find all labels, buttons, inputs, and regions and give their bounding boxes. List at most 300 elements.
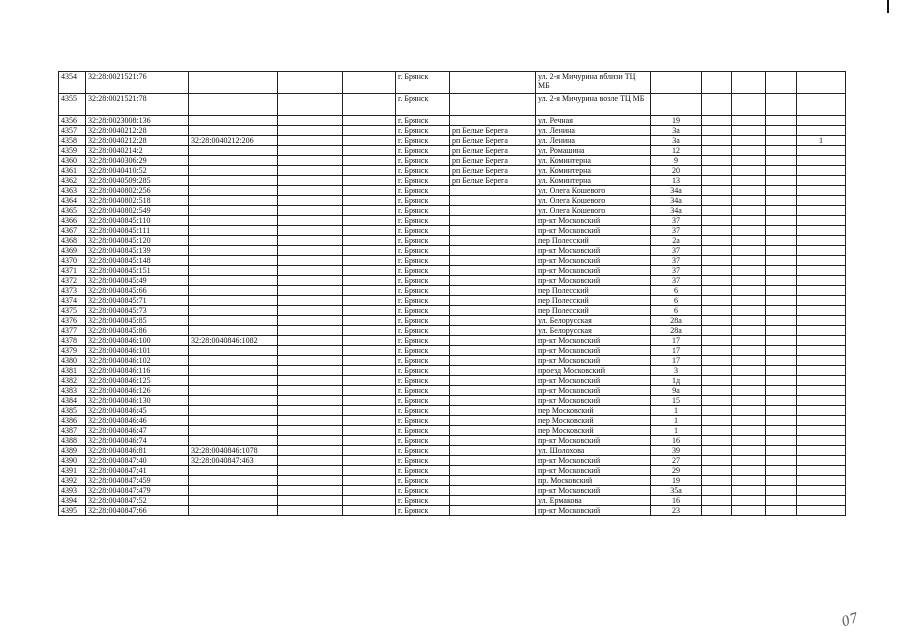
empty-cell bbox=[343, 346, 396, 356]
row-number: 4387 bbox=[59, 426, 86, 436]
table-row bbox=[59, 316, 846, 326]
extra-value bbox=[797, 316, 846, 326]
extra-value bbox=[797, 346, 846, 356]
row-number: 4364 bbox=[59, 196, 86, 206]
cadastral-number: 32:28:0040846:130 bbox=[86, 396, 189, 406]
table-row bbox=[59, 246, 846, 256]
empty-cell bbox=[732, 436, 766, 446]
empty-cell bbox=[278, 246, 343, 256]
house-number bbox=[651, 94, 702, 116]
empty-cell bbox=[732, 226, 766, 236]
table-row bbox=[59, 166, 846, 176]
empty-cell bbox=[278, 216, 343, 226]
settlement bbox=[450, 276, 536, 286]
empty-cell bbox=[702, 236, 732, 246]
parent-cadastral-number bbox=[189, 226, 278, 236]
empty-cell bbox=[702, 506, 732, 516]
empty-cell bbox=[702, 306, 732, 316]
extra-value bbox=[797, 116, 846, 126]
empty-cell bbox=[343, 216, 396, 226]
extra-value bbox=[797, 446, 846, 456]
house-number: 39 bbox=[651, 446, 702, 456]
empty-cell bbox=[766, 72, 797, 94]
settlement bbox=[450, 346, 536, 356]
city: г. Брянск bbox=[396, 366, 450, 376]
empty-cell bbox=[702, 426, 732, 436]
table-row bbox=[59, 226, 846, 236]
house-number bbox=[651, 72, 702, 94]
settlement bbox=[450, 94, 536, 116]
empty-cell bbox=[702, 496, 732, 506]
house-number: 29 bbox=[651, 466, 702, 476]
city: г. Брянск bbox=[396, 226, 450, 236]
empty-cell bbox=[702, 386, 732, 396]
cadastral-number: 32:28:0040802:549 bbox=[86, 206, 189, 216]
empty-cell bbox=[278, 486, 343, 496]
cadastral-number: 32:28:0040845:73 bbox=[86, 306, 189, 316]
parent-cadastral-number bbox=[189, 406, 278, 416]
street: пр-кт Московский bbox=[536, 466, 651, 476]
settlement bbox=[450, 216, 536, 226]
empty-cell bbox=[343, 246, 396, 256]
parent-cadastral-number bbox=[189, 236, 278, 246]
table-row bbox=[59, 286, 846, 296]
table-row bbox=[59, 416, 846, 426]
empty-cell bbox=[732, 126, 766, 136]
parent-cadastral-number bbox=[189, 126, 278, 136]
row-number: 4372 bbox=[59, 276, 86, 286]
parent-cadastral-number bbox=[189, 94, 278, 116]
empty-cell bbox=[343, 176, 396, 186]
cadastral-number: 32:28:0040845:66 bbox=[86, 286, 189, 296]
registry-rows bbox=[59, 72, 846, 516]
empty-cell bbox=[702, 94, 732, 116]
extra-value bbox=[797, 426, 846, 436]
street: пр-кт Московский bbox=[536, 356, 651, 366]
row-number: 4371 bbox=[59, 266, 86, 276]
empty-cell bbox=[702, 256, 732, 266]
cadastral-number: 32:28:0040214:2 bbox=[86, 146, 189, 156]
parent-cadastral-number bbox=[189, 346, 278, 356]
empty-cell bbox=[766, 276, 797, 286]
city: г. Брянск bbox=[396, 346, 450, 356]
empty-cell bbox=[278, 236, 343, 246]
empty-cell bbox=[278, 276, 343, 286]
street: пер Московский bbox=[536, 426, 651, 436]
empty-cell bbox=[732, 496, 766, 506]
empty-cell bbox=[278, 156, 343, 166]
house-number: 12 bbox=[651, 146, 702, 156]
row-number: 4355 bbox=[59, 94, 86, 116]
empty-cell bbox=[732, 166, 766, 176]
cadastral-number: 32:28:0040845:120 bbox=[86, 236, 189, 246]
empty-cell bbox=[732, 366, 766, 376]
cadastral-number: 32:28:0040212:28 bbox=[86, 136, 189, 146]
settlement bbox=[450, 336, 536, 346]
empty-cell bbox=[702, 476, 732, 486]
empty-cell bbox=[278, 306, 343, 316]
city: г. Брянск bbox=[396, 376, 450, 386]
settlement bbox=[450, 496, 536, 506]
empty-cell bbox=[732, 196, 766, 206]
cadastral-number: 32:28:0040846:45 bbox=[86, 406, 189, 416]
empty-cell bbox=[343, 196, 396, 206]
empty-cell bbox=[278, 406, 343, 416]
empty-cell bbox=[343, 426, 396, 436]
row-number: 4382 bbox=[59, 376, 86, 386]
empty-cell bbox=[278, 196, 343, 206]
cadastral-number: 32:28:0040845:86 bbox=[86, 326, 189, 336]
table-row bbox=[59, 176, 846, 186]
table-row bbox=[59, 346, 846, 356]
extra-value bbox=[797, 226, 846, 236]
house-number: 1 bbox=[651, 426, 702, 436]
extra-value bbox=[797, 276, 846, 286]
table-row bbox=[59, 146, 846, 156]
street: пр-кт Московский bbox=[536, 506, 651, 516]
city: г. Брянск bbox=[396, 136, 450, 146]
city: г. Брянск bbox=[396, 496, 450, 506]
empty-cell bbox=[343, 236, 396, 246]
empty-cell bbox=[766, 126, 797, 136]
empty-cell bbox=[343, 72, 396, 94]
cadastral-number: 32:28:0040847:459 bbox=[86, 476, 189, 486]
parent-cadastral-number bbox=[189, 366, 278, 376]
parent-cadastral-number bbox=[189, 266, 278, 276]
settlement bbox=[450, 226, 536, 236]
empty-cell bbox=[766, 416, 797, 426]
empty-cell bbox=[766, 146, 797, 156]
parent-cadastral-number bbox=[189, 486, 278, 496]
house-number: 1д bbox=[651, 376, 702, 386]
empty-cell bbox=[732, 406, 766, 416]
extra-value bbox=[797, 436, 846, 446]
city: г. Брянск bbox=[396, 426, 450, 436]
empty-cell bbox=[732, 316, 766, 326]
cadastral-number: 32:28:0040847:40 bbox=[86, 456, 189, 466]
empty-cell bbox=[732, 216, 766, 226]
extra-value bbox=[797, 486, 846, 496]
extra-value bbox=[797, 166, 846, 176]
house-number: 16 bbox=[651, 496, 702, 506]
city: г. Брянск bbox=[396, 406, 450, 416]
extra-value bbox=[797, 476, 846, 486]
empty-cell bbox=[732, 266, 766, 276]
empty-cell bbox=[343, 146, 396, 156]
cadastral-number: 32:28:0040847:52 bbox=[86, 496, 189, 506]
empty-cell bbox=[766, 136, 797, 146]
table-row bbox=[59, 266, 846, 276]
extra-value bbox=[797, 396, 846, 406]
house-number: 28а bbox=[651, 326, 702, 336]
parent-cadastral-number bbox=[189, 466, 278, 476]
street: пер Московский bbox=[536, 416, 651, 426]
house-number: 3а bbox=[651, 136, 702, 146]
house-number: 17 bbox=[651, 356, 702, 366]
empty-cell bbox=[702, 156, 732, 166]
house-number: 6 bbox=[651, 306, 702, 316]
extra-value bbox=[797, 206, 846, 216]
cadastral-number: 32:28:0040845:111 bbox=[86, 226, 189, 236]
settlement bbox=[450, 186, 536, 196]
empty-cell bbox=[732, 486, 766, 496]
table-row bbox=[59, 386, 846, 396]
extra-value bbox=[797, 94, 846, 116]
empty-cell bbox=[766, 196, 797, 206]
empty-cell bbox=[766, 426, 797, 436]
empty-cell bbox=[732, 156, 766, 166]
empty-cell bbox=[732, 146, 766, 156]
street: ул. Речная bbox=[536, 116, 651, 126]
empty-cell bbox=[702, 316, 732, 326]
street: ул. Белорусская bbox=[536, 316, 651, 326]
cadastral-number: 32:28:0040845:148 bbox=[86, 256, 189, 266]
extra-value bbox=[797, 216, 846, 226]
table-row bbox=[59, 186, 846, 196]
parent-cadastral-number bbox=[189, 426, 278, 436]
settlement: рп Белые Берега bbox=[450, 156, 536, 166]
row-number: 4381 bbox=[59, 366, 86, 376]
empty-cell bbox=[278, 446, 343, 456]
empty-cell bbox=[766, 316, 797, 326]
extra-value bbox=[797, 496, 846, 506]
settlement bbox=[450, 456, 536, 466]
street: пр-кт Московский bbox=[536, 336, 651, 346]
parent-cadastral-number bbox=[189, 386, 278, 396]
parent-cadastral-number: 32:28:0040846:1078 bbox=[189, 446, 278, 456]
parent-cadastral-number bbox=[189, 256, 278, 266]
empty-cell bbox=[766, 456, 797, 466]
city: г. Брянск bbox=[396, 296, 450, 306]
empty-cell bbox=[702, 246, 732, 256]
empty-cell bbox=[343, 456, 396, 466]
empty-cell bbox=[278, 296, 343, 306]
empty-cell bbox=[278, 316, 343, 326]
table-row bbox=[59, 436, 846, 446]
empty-cell bbox=[702, 276, 732, 286]
empty-cell bbox=[343, 206, 396, 216]
row-number: 4389 bbox=[59, 446, 86, 456]
city: г. Брянск bbox=[396, 436, 450, 446]
settlement: рп Белые Берега bbox=[450, 166, 536, 176]
edge-mark bbox=[887, 0, 889, 13]
table-row bbox=[59, 356, 846, 366]
extra-value bbox=[797, 196, 846, 206]
table-row bbox=[59, 72, 846, 94]
street: ул. Олега Кошевого bbox=[536, 196, 651, 206]
cadastral-number: 32:28:0040846:125 bbox=[86, 376, 189, 386]
empty-cell bbox=[343, 286, 396, 296]
street: пр-кт Московский bbox=[536, 376, 651, 386]
city: г. Брянск bbox=[396, 476, 450, 486]
empty-cell bbox=[732, 256, 766, 266]
house-number: 37 bbox=[651, 226, 702, 236]
row-number: 4391 bbox=[59, 466, 86, 476]
city: г. Брянск bbox=[396, 266, 450, 276]
extra-value bbox=[797, 326, 846, 336]
empty-cell bbox=[702, 196, 732, 206]
empty-cell bbox=[278, 326, 343, 336]
city: г. Брянск bbox=[396, 236, 450, 246]
empty-cell bbox=[766, 296, 797, 306]
extra-value bbox=[797, 386, 846, 396]
cadastral-number: 32:28:0040802:256 bbox=[86, 186, 189, 196]
city: г. Брянск bbox=[396, 486, 450, 496]
empty-cell bbox=[343, 116, 396, 126]
house-number: 28а bbox=[651, 316, 702, 326]
city: г. Брянск bbox=[396, 72, 450, 94]
empty-cell bbox=[702, 396, 732, 406]
settlement bbox=[450, 306, 536, 316]
empty-cell bbox=[343, 126, 396, 136]
city: г. Брянск bbox=[396, 196, 450, 206]
parent-cadastral-number bbox=[189, 206, 278, 216]
city: г. Брянск bbox=[396, 316, 450, 326]
settlement bbox=[450, 396, 536, 406]
cadastral-number: 32:28:0040845:139 bbox=[86, 246, 189, 256]
empty-cell bbox=[278, 356, 343, 366]
extra-value bbox=[797, 146, 846, 156]
corner-handwritten-note: 07 bbox=[839, 609, 861, 631]
empty-cell bbox=[278, 346, 343, 356]
extra-value bbox=[797, 406, 846, 416]
row-number: 4376 bbox=[59, 316, 86, 326]
street: пр-кт Московский bbox=[536, 346, 651, 356]
empty-cell bbox=[278, 386, 343, 396]
street: ул. Ермакова bbox=[536, 496, 651, 506]
street: пр-кт Московский bbox=[536, 256, 651, 266]
city: г. Брянск bbox=[396, 456, 450, 466]
row-number: 4366 bbox=[59, 216, 86, 226]
city: г. Брянск bbox=[396, 276, 450, 286]
empty-cell bbox=[766, 326, 797, 336]
empty-cell bbox=[343, 486, 396, 496]
empty-cell bbox=[702, 456, 732, 466]
empty-cell bbox=[278, 476, 343, 486]
table-row bbox=[59, 156, 846, 166]
empty-cell bbox=[278, 206, 343, 216]
empty-cell bbox=[278, 366, 343, 376]
empty-cell bbox=[732, 236, 766, 246]
empty-cell bbox=[343, 436, 396, 446]
empty-cell bbox=[766, 156, 797, 166]
empty-cell bbox=[278, 226, 343, 236]
settlement bbox=[450, 266, 536, 276]
cadastral-number: 32:28:0040846:101 bbox=[86, 346, 189, 356]
empty-cell bbox=[343, 226, 396, 236]
empty-cell bbox=[732, 466, 766, 476]
settlement bbox=[450, 72, 536, 94]
extra-value bbox=[797, 296, 846, 306]
extra-value bbox=[797, 376, 846, 386]
cadastral-number: 32:28:0040846:46 bbox=[86, 416, 189, 426]
cadastral-number: 32:28:0021521:76 bbox=[86, 72, 189, 94]
parent-cadastral-number bbox=[189, 436, 278, 446]
house-number: 15 bbox=[651, 396, 702, 406]
empty-cell bbox=[343, 396, 396, 406]
empty-cell bbox=[343, 326, 396, 336]
settlement bbox=[450, 256, 536, 266]
street: ул. 2-я Мичурина вблизи ТЦ МБ bbox=[536, 72, 651, 94]
row-number: 4362 bbox=[59, 176, 86, 186]
empty-cell bbox=[766, 286, 797, 296]
empty-cell bbox=[732, 186, 766, 196]
cadastral-number: 32:28:0021521:78 bbox=[86, 94, 189, 116]
empty-cell bbox=[278, 136, 343, 146]
table-row bbox=[59, 116, 846, 126]
street: ул. Олега Кошевого bbox=[536, 186, 651, 196]
house-number: 9а bbox=[651, 386, 702, 396]
street: пр-кт Московский bbox=[536, 386, 651, 396]
row-number: 4384 bbox=[59, 396, 86, 406]
settlement bbox=[450, 366, 536, 376]
settlement bbox=[450, 506, 536, 516]
street: пр-кт Московский bbox=[536, 436, 651, 446]
row-number: 4388 bbox=[59, 436, 86, 446]
street: ул. Олега Кошевого bbox=[536, 206, 651, 216]
empty-cell bbox=[732, 476, 766, 486]
empty-cell bbox=[766, 376, 797, 386]
empty-cell bbox=[278, 166, 343, 176]
settlement bbox=[450, 406, 536, 416]
empty-cell bbox=[702, 416, 732, 426]
empty-cell bbox=[343, 416, 396, 426]
street: пр-кт Московский bbox=[536, 246, 651, 256]
house-number: 1 bbox=[651, 406, 702, 416]
street: пр-кт Московский bbox=[536, 396, 651, 406]
table-row bbox=[59, 126, 846, 136]
house-number: 6 bbox=[651, 286, 702, 296]
empty-cell bbox=[766, 226, 797, 236]
city: г. Брянск bbox=[396, 156, 450, 166]
row-number: 4379 bbox=[59, 346, 86, 356]
parent-cadastral-number bbox=[189, 116, 278, 126]
street: ул. Белорусская bbox=[536, 326, 651, 336]
empty-cell bbox=[702, 326, 732, 336]
settlement bbox=[450, 316, 536, 326]
city: г. Брянск bbox=[396, 256, 450, 266]
empty-cell bbox=[766, 476, 797, 486]
house-number: 37 bbox=[651, 246, 702, 256]
empty-cell bbox=[343, 386, 396, 396]
empty-cell bbox=[766, 186, 797, 196]
empty-cell bbox=[343, 406, 396, 416]
table-row bbox=[59, 376, 846, 386]
settlement bbox=[450, 356, 536, 366]
table-row bbox=[59, 256, 846, 266]
street: пр-кт Московский bbox=[536, 226, 651, 236]
row-number: 4368 bbox=[59, 236, 86, 246]
cadastral-number: 32:28:0040845:71 bbox=[86, 296, 189, 306]
city: г. Брянск bbox=[396, 286, 450, 296]
cadastral-number: 32:28:0040846:116 bbox=[86, 366, 189, 376]
city: г. Брянск bbox=[396, 446, 450, 456]
cadastral-number: 32:28:0040845:85 bbox=[86, 316, 189, 326]
settlement bbox=[450, 296, 536, 306]
cadastral-number: 32:28:0040847:479 bbox=[86, 486, 189, 496]
empty-cell bbox=[343, 94, 396, 116]
city: г. Брянск bbox=[396, 466, 450, 476]
table-row bbox=[59, 456, 846, 466]
table-row bbox=[59, 446, 846, 456]
house-number: 16 bbox=[651, 436, 702, 446]
cadastral-number: 32:28:0040846:81 bbox=[86, 446, 189, 456]
empty-cell bbox=[278, 72, 343, 94]
empty-cell bbox=[343, 266, 396, 276]
empty-cell bbox=[702, 216, 732, 226]
cadastral-number: 32:28:0040802:518 bbox=[86, 196, 189, 206]
street: пер Московский bbox=[536, 406, 651, 416]
